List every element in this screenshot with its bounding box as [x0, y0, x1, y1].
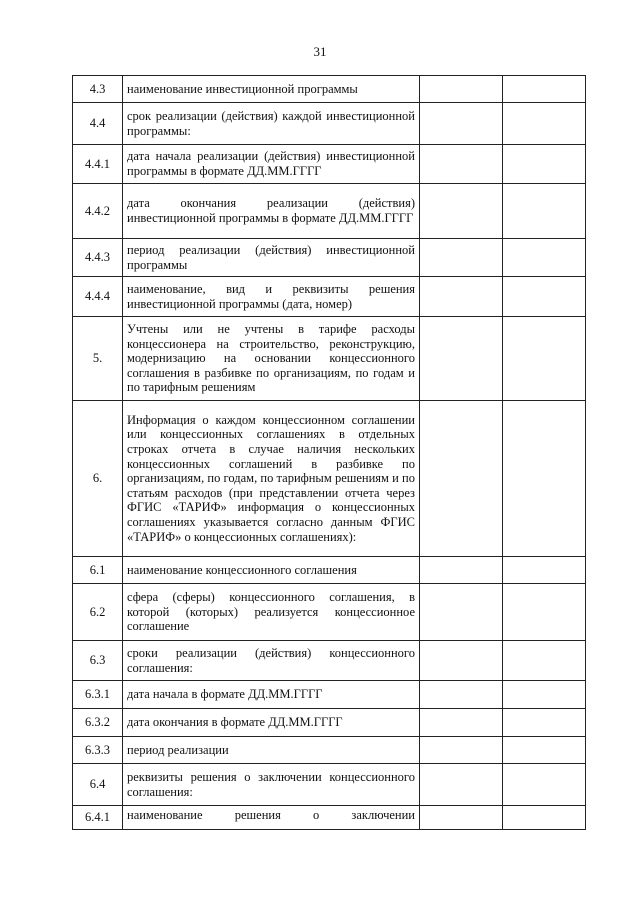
table-row [73, 737, 586, 764]
value-cell [503, 184, 586, 239]
value-cell [420, 184, 503, 239]
value-cell [420, 239, 503, 277]
value-cell [503, 681, 586, 709]
value-cell [503, 145, 586, 184]
row-description: период реализации [123, 737, 420, 764]
row-description: срок реализации (действия) каждой инвестиционной программы: [123, 103, 420, 145]
row-number: 6.1 [73, 557, 123, 584]
table-row [73, 317, 586, 401]
row-description: наименование, вид и реквизиты решения инвестиционной программы (дата, номер) [123, 277, 420, 317]
value-cell [420, 76, 503, 103]
table-row [73, 681, 586, 709]
table-row [73, 806, 586, 830]
row-description: сроки реализации (действия) концессионного соглашения: [123, 641, 420, 681]
table-row [73, 277, 586, 317]
value-cell [420, 764, 503, 806]
value-cell [420, 584, 503, 641]
row-number: 6.2 [73, 584, 123, 641]
table-row [73, 103, 586, 145]
report-table [72, 75, 586, 830]
value-cell [420, 557, 503, 584]
value-cell [503, 239, 586, 277]
row-number: 6.4.1 [73, 806, 123, 830]
row-description: наименование решения о заключении [123, 806, 420, 830]
table-row [73, 584, 586, 641]
row-number: 4.4 [73, 103, 123, 145]
page-number: 31 [313, 44, 327, 59]
row-description: наименование инвестиционной программы [123, 76, 420, 103]
table-row [73, 145, 586, 184]
row-description: дата начала в формате ДД.ММ.ГГГГ [123, 681, 420, 709]
value-cell [503, 76, 586, 103]
table-row [73, 641, 586, 681]
row-number: 4.3 [73, 76, 123, 103]
value-cell [503, 277, 586, 317]
row-number: 6.3.2 [73, 709, 123, 737]
row-number: 6.4 [73, 764, 123, 806]
row-description: Учтены или не учтены в тарифе расходы концессионера на строительство, реконструкцию, модернизацию на основании концессионного соглашения в разбивке по организациям, по годам и по тарифным решениям [123, 317, 420, 401]
value-cell [503, 584, 586, 641]
row-number: 6. [73, 401, 123, 557]
row-number: 4.4.2 [73, 184, 123, 239]
value-cell [503, 764, 586, 806]
row-description: дата окончания реализации (действия) инвестиционной программы в формате ДД.ММ.ГГГГ [123, 184, 420, 239]
value-cell [503, 317, 586, 401]
row-number: 4.4.3 [73, 239, 123, 277]
row-description: дата начала реализации (действия) инвестиционной программы в формате ДД.ММ.ГГГГ [123, 145, 420, 184]
value-cell [503, 806, 586, 830]
value-cell [420, 277, 503, 317]
value-cell [503, 557, 586, 584]
table-row [73, 184, 586, 239]
row-number: 6.3.3 [73, 737, 123, 764]
row-number: 6.3 [73, 641, 123, 681]
row-number: 4.4.4 [73, 277, 123, 317]
table-row [73, 709, 586, 737]
value-cell [503, 641, 586, 681]
value-cell [420, 641, 503, 681]
row-number: 5. [73, 317, 123, 401]
value-cell [503, 737, 586, 764]
table-row [73, 401, 586, 557]
value-cell [420, 317, 503, 401]
value-cell [503, 401, 586, 557]
row-description: Информация о каждом концессионном соглашении или концессионных соглашениях в отдельных строках отчета в случае наличия нескольких концессионных соглашений в разбивке по организациям, по годам, по тарифным решениям и по статьям расходов (при представлении отчета через ФГИС «ТАРИФ» информация о концессионных соглашениях указывается согласно данным ФГИС «ТАРИФ» о концессионных соглашениях): [123, 401, 420, 557]
value-cell [503, 103, 586, 145]
value-cell [503, 709, 586, 737]
value-cell [420, 737, 503, 764]
row-description: период реализации (действия) инвестиционной программы [123, 239, 420, 277]
row-description: дата окончания в формате ДД.ММ.ГГГГ [123, 709, 420, 737]
row-description: реквизиты решения о заключении концессионного соглашения: [123, 764, 420, 806]
table-row [73, 764, 586, 806]
row-description: сфера (сферы) концессионного соглашения, в которой (которых) реализуется концессионное соглашение [123, 584, 420, 641]
value-cell [420, 806, 503, 830]
table-row [73, 557, 586, 584]
row-number: 6.3.1 [73, 681, 123, 709]
table-row [73, 76, 586, 103]
row-description: наименование концессионного соглашения [123, 557, 420, 584]
row-number: 4.4.1 [73, 145, 123, 184]
value-cell [420, 401, 503, 557]
value-cell [420, 709, 503, 737]
value-cell [420, 145, 503, 184]
value-cell [420, 103, 503, 145]
value-cell [420, 681, 503, 709]
table-row [73, 239, 586, 277]
